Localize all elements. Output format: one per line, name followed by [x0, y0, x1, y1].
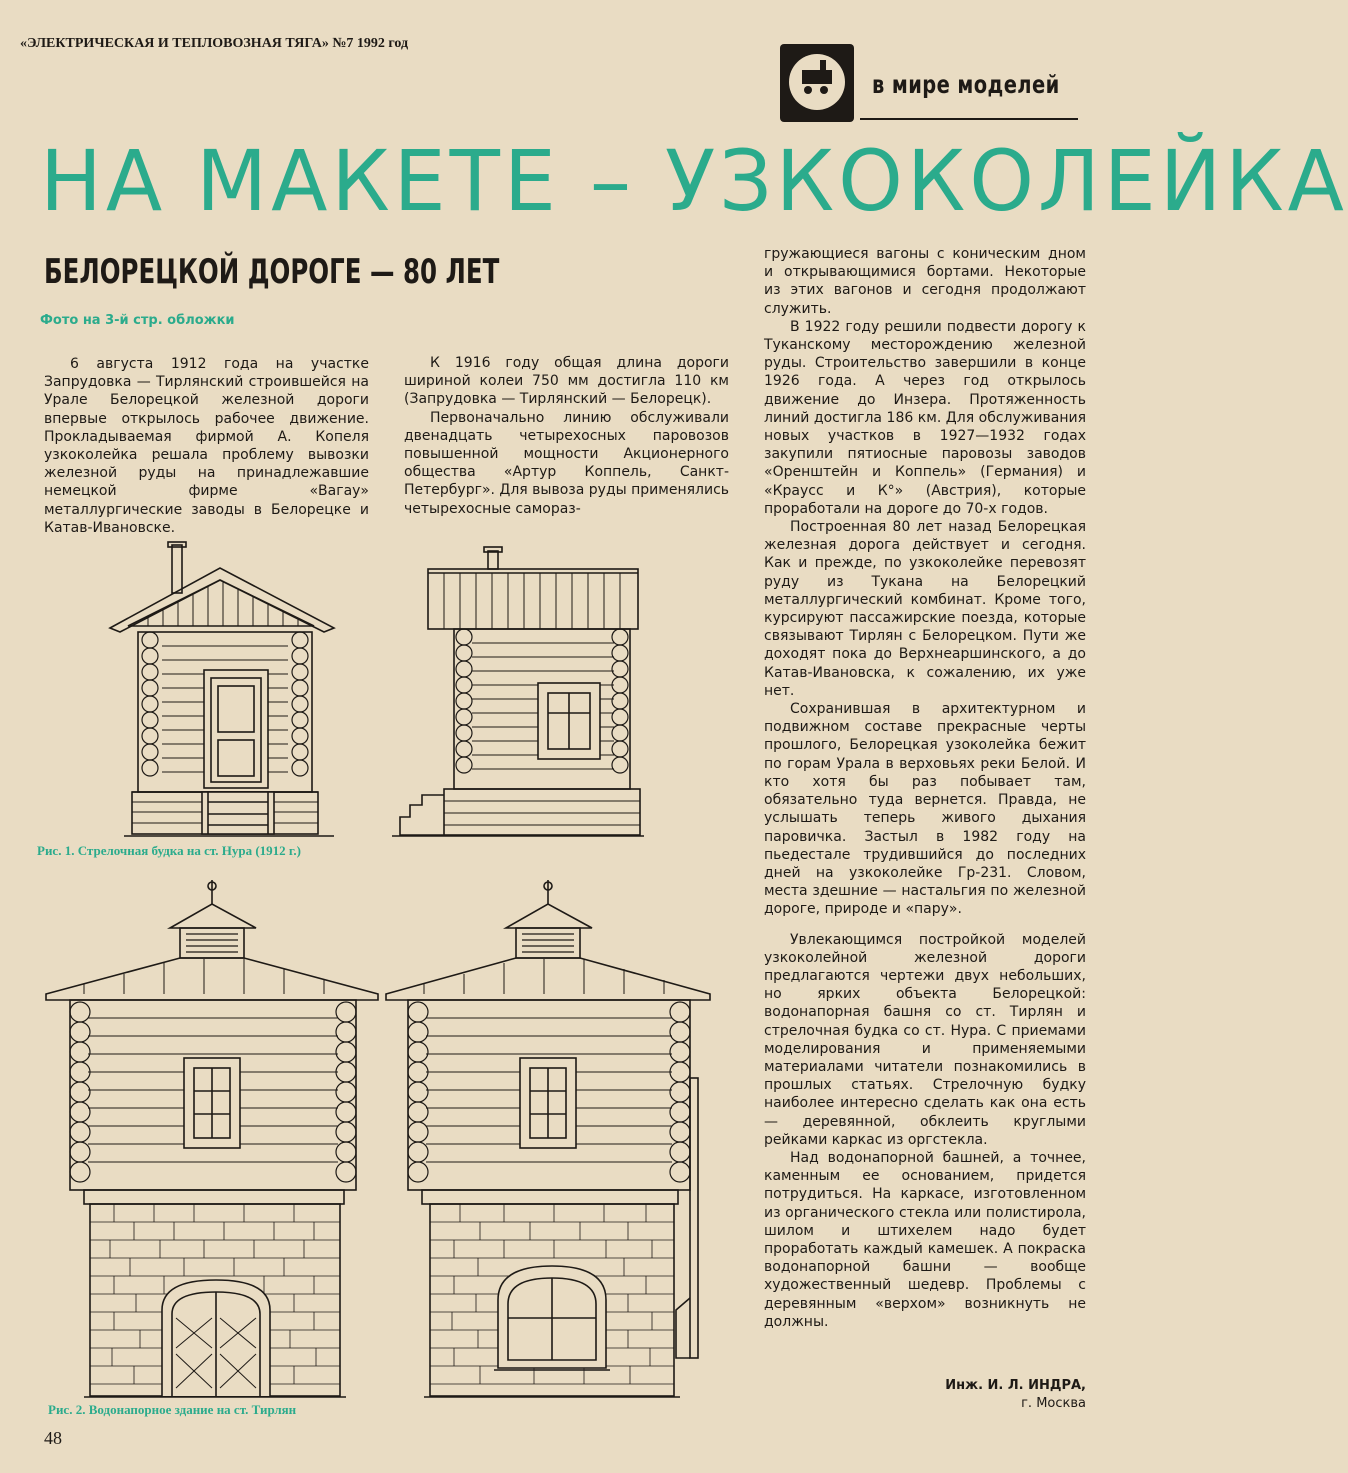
author-name: Инж. И. Л. ИНДРА, — [945, 1378, 1086, 1393]
figure-2-caption: Рис. 2. Водонапорное здание на ст. Тирлян — [48, 1402, 297, 1417]
figure-1-side-drawing — [392, 543, 648, 839]
figure-1-caption: Рис. 1. Стрелочная будка на ст. Нура (1912 г.) — [37, 843, 301, 858]
paragraph: Сохранившая в архитектурном и подвижном составе прекрасные черты прошлого, Белорецкая узоколейка бежит по горам Урала в верховьях реки Белой. И кто хотя бы раз побывает там, обязательно туда вернется. Правда, не услышать теперь живого дыхания паровичка. Застыл в 1982 году на пьедестале трудившийся до последних дней на узкоколейке Гр-231. Словом, места здешние — настальгия по железной дороге, природе и «пару». — [764, 701, 1086, 918]
figure-1-front-drawing — [108, 540, 348, 840]
text-column-1 — [44, 355, 369, 537]
paragraph: В 1922 году решили подвести дорогу к Туканскому месторождению железной руды. Строительство завершили в конце 1926 года. А через год открылось движение до Инзера. Протяженность линий достигла 186 км. Для обслуживания новых участков в 1927—1932 годах закупили пятиосные паровозы заводов «Оренштейн и Коппель» (Германия) и «Краусс и К°» (Австрия), которые проработали на дороге до 70-х годов. — [764, 318, 1086, 517]
paragraph: Над водонапорной башней, а точнее, каменным ее основанием, придется потрудиться. На каркасе, изготовленном из органического стекла или полистирола, шилом и штихелем надо будет проработать каждый камешек. А покраска водонапорной башни — вообще художественный шедевр. Проблемы с деревянным «верхом» возникнуть не должны. — [764, 1149, 1086, 1330]
photo-note: Фото на 3-й стр. обложки — [40, 313, 235, 328]
figure-2-side-drawing — [384, 878, 714, 1400]
paragraph: 6 августа 1912 года на участке Запрудовка — Тирлянский строившейся на Урале Белорецкой железной дороги впервые открылось рабочее движение. Прокладываемая фирмой А. Копеля узкоколейка решала проблему вывозки железной руды на принадлежавшие немецкой фирме «Вагау» металлургические заводы в Белорецке и Катав-Ивановске. — [44, 356, 369, 536]
journal-header: «ЭЛЕКТРИЧЕСКАЯ И ТЕПЛОВОЗНАЯ ТЯГА» №7 1992 год — [20, 36, 409, 51]
text-column-3 — [764, 245, 1086, 1331]
paragraph: Первоначально линию обслуживали двенадцать четырехосных паровозов повышенной мощности Акционерного общества «Артур Коппель, Санкт-Петербург». Для вывоза руды применялись четырехосные самораз- — [404, 409, 730, 517]
page-number: 48 — [44, 1428, 62, 1448]
article-title: НА МАКЕТЕ – УЗКОКОЛЕЙКА — [40, 132, 1348, 230]
paragraph: К 1916 году общая длина дороги шириной колеи 750 мм достигла 110 км (Запрудовка — Тирлянский — Белорецк). — [404, 355, 729, 408]
author-block — [945, 1377, 1086, 1413]
text-column-2 — [404, 354, 729, 518]
rubric-underline — [860, 118, 1078, 120]
rubric-logo-icon — [780, 44, 854, 122]
rubric-label: в мире моделей — [872, 70, 1060, 99]
figure-2-front-drawing — [44, 878, 380, 1400]
author-city: г. Москва — [1021, 1396, 1086, 1411]
paragraph: гружающиеся вагоны с коническим дном и открывающимися бортами. Некоторые из этих вагонов и сегодня продолжают служить. — [764, 246, 1086, 317]
article-subtitle: БЕЛОРЕЦКОЙ ДОРОГЕ — 80 ЛЕТ — [44, 252, 500, 292]
paragraph: Увлекающимся постройкой моделей узкоколейной железной дороги предлагаются чертежи двух небольших, но ярких объекта Белорецкой: водонапорная башня со ст. Тирлян и стрелочная будка со ст. Нура. С приемами моделирования и применяемыми материалами читатели познакомились в прошлых статьях. Стрелочную будку наиболее интересно сделать как она есть — деревянной, обклеить круглыми рейками каркас из оргстекла. — [764, 931, 1086, 1148]
paragraph: Построенная 80 лет назад Белорецкая железная дорога действует и сегодня. Как и прежде, по узкоколейке перевозят руду из Тукана на Белорецкий металлургический комбинат. Кроме того, курсируют пассажирские поезда, которые связывают Тирлян с Белорецком. Пути же доходят пока до Верхнеаршинского, а до Катав-Ивановска, к сожалению, их уже нет. — [764, 519, 1086, 699]
